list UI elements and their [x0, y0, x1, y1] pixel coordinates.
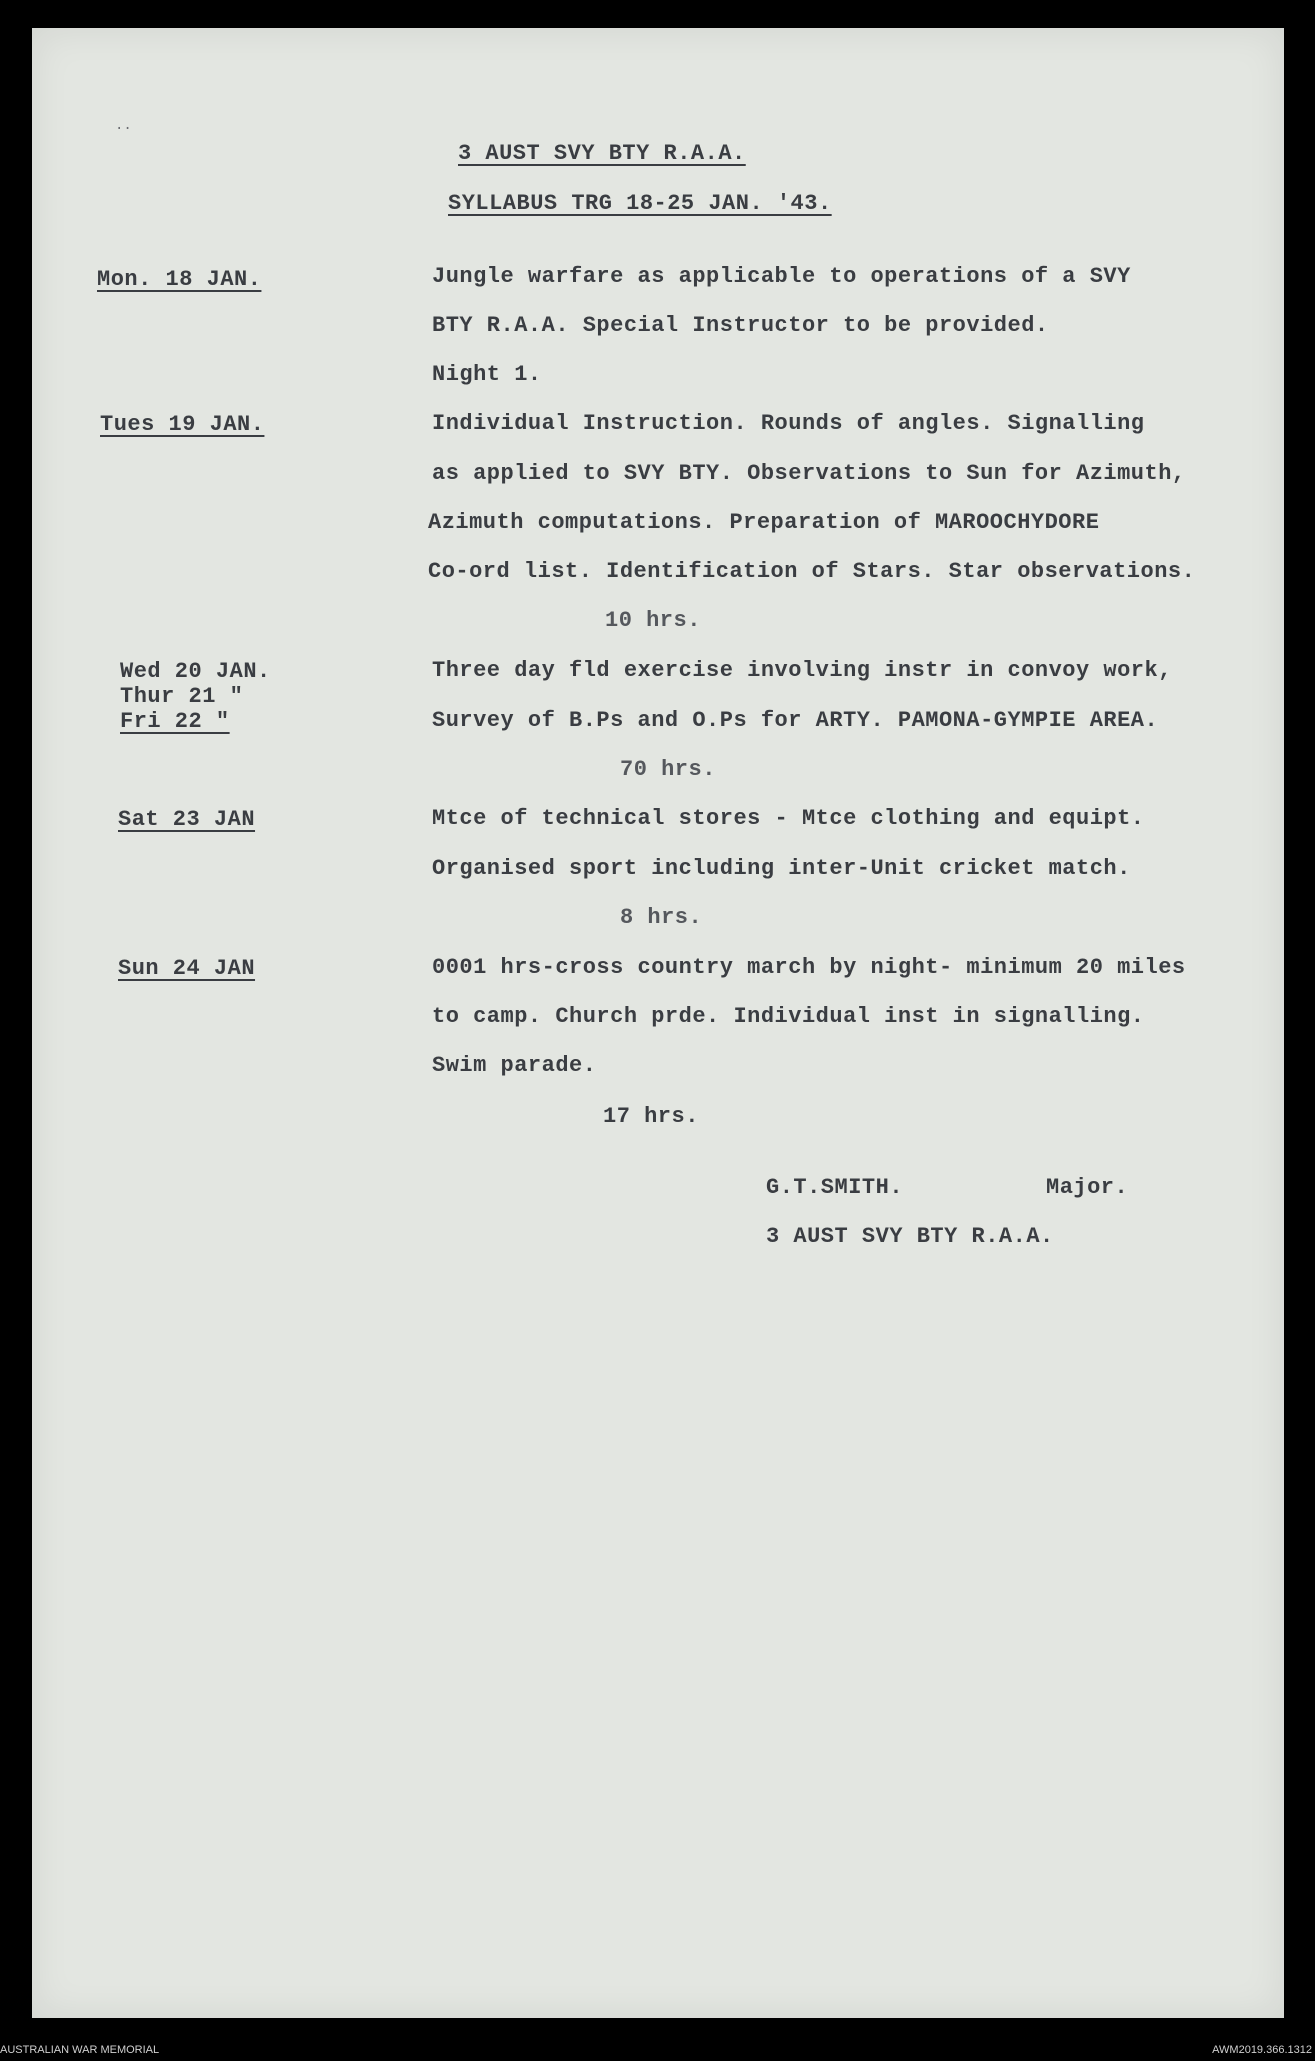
- entry-line: BTY R.A.A. Special Instructor to be provided.: [432, 313, 1049, 338]
- entry-hours: 8 hrs.: [620, 905, 703, 930]
- entry-line: Survey of B.Ps and O.Ps for ARTY. PAMONA-GYMPIE AREA.: [432, 708, 1159, 733]
- entry-day: Wed 20 JAN.: [120, 659, 271, 684]
- entry-day: Fri 22 ": [120, 709, 230, 734]
- footer-institution: AUSTRALIAN WAR MEMORIAL: [0, 2044, 160, 2056]
- entry-day: Mon. 18 JAN.: [97, 267, 262, 292]
- entry-day: Sun 24 JAN: [118, 956, 256, 981]
- footer-accession-number: AWM2019.366.1312: [1212, 2044, 1312, 2056]
- entry-line: Night 1.: [432, 362, 542, 387]
- signature-name: G.T.SMITH.: [766, 1175, 904, 1200]
- entry-hours: 17 hrs.: [603, 1104, 699, 1129]
- entry-day: Sat 23 JAN: [118, 807, 256, 832]
- entry-day: Tues 19 JAN.: [100, 412, 265, 437]
- signature-unit: 3 AUST SVY BTY R.A.A.: [766, 1224, 1054, 1249]
- entry-line: as applied to SVY BTY. Observations to Sun for Azimuth,: [432, 461, 1186, 486]
- entry-line: Co-ord list. Identification of Stars. Star observations.: [428, 559, 1196, 584]
- signature-rank: Major.: [1046, 1175, 1129, 1200]
- entry-hours: 70 hrs.: [620, 757, 716, 782]
- entry-line: Organised sport including inter-Unit cricket match.: [432, 856, 1131, 881]
- entry-line: 0001 hrs-cross country march by night- minimum 20 miles: [432, 955, 1186, 980]
- entry-hours: 10 hrs.: [605, 608, 701, 633]
- entry-line: to camp. Church prde. Individual inst in signalling.: [432, 1004, 1145, 1029]
- entry-line: Individual Instruction. Rounds of angles. Signalling: [432, 411, 1145, 436]
- entry-line: Three day fld exercise involving instr in convoy work,: [432, 658, 1172, 683]
- unit-title: 3 AUST SVY BTY R.A.A.: [458, 141, 746, 166]
- entry-line: Swim parade.: [432, 1053, 597, 1078]
- entry-line: Jungle warfare as applicable to operations of a SVY: [432, 264, 1131, 289]
- entry-line: Mtce of technical stores - Mtce clothing and equipt.: [432, 806, 1145, 831]
- syllabus-title: SYLLABUS TRG 18-25 JAN. '43.: [448, 191, 832, 216]
- margin-mark: ..: [115, 118, 132, 134]
- entry-line: Azimuth computations. Preparation of MAROOCHYDORE: [428, 510, 1100, 535]
- entry-day: Thur 21 ": [120, 684, 244, 709]
